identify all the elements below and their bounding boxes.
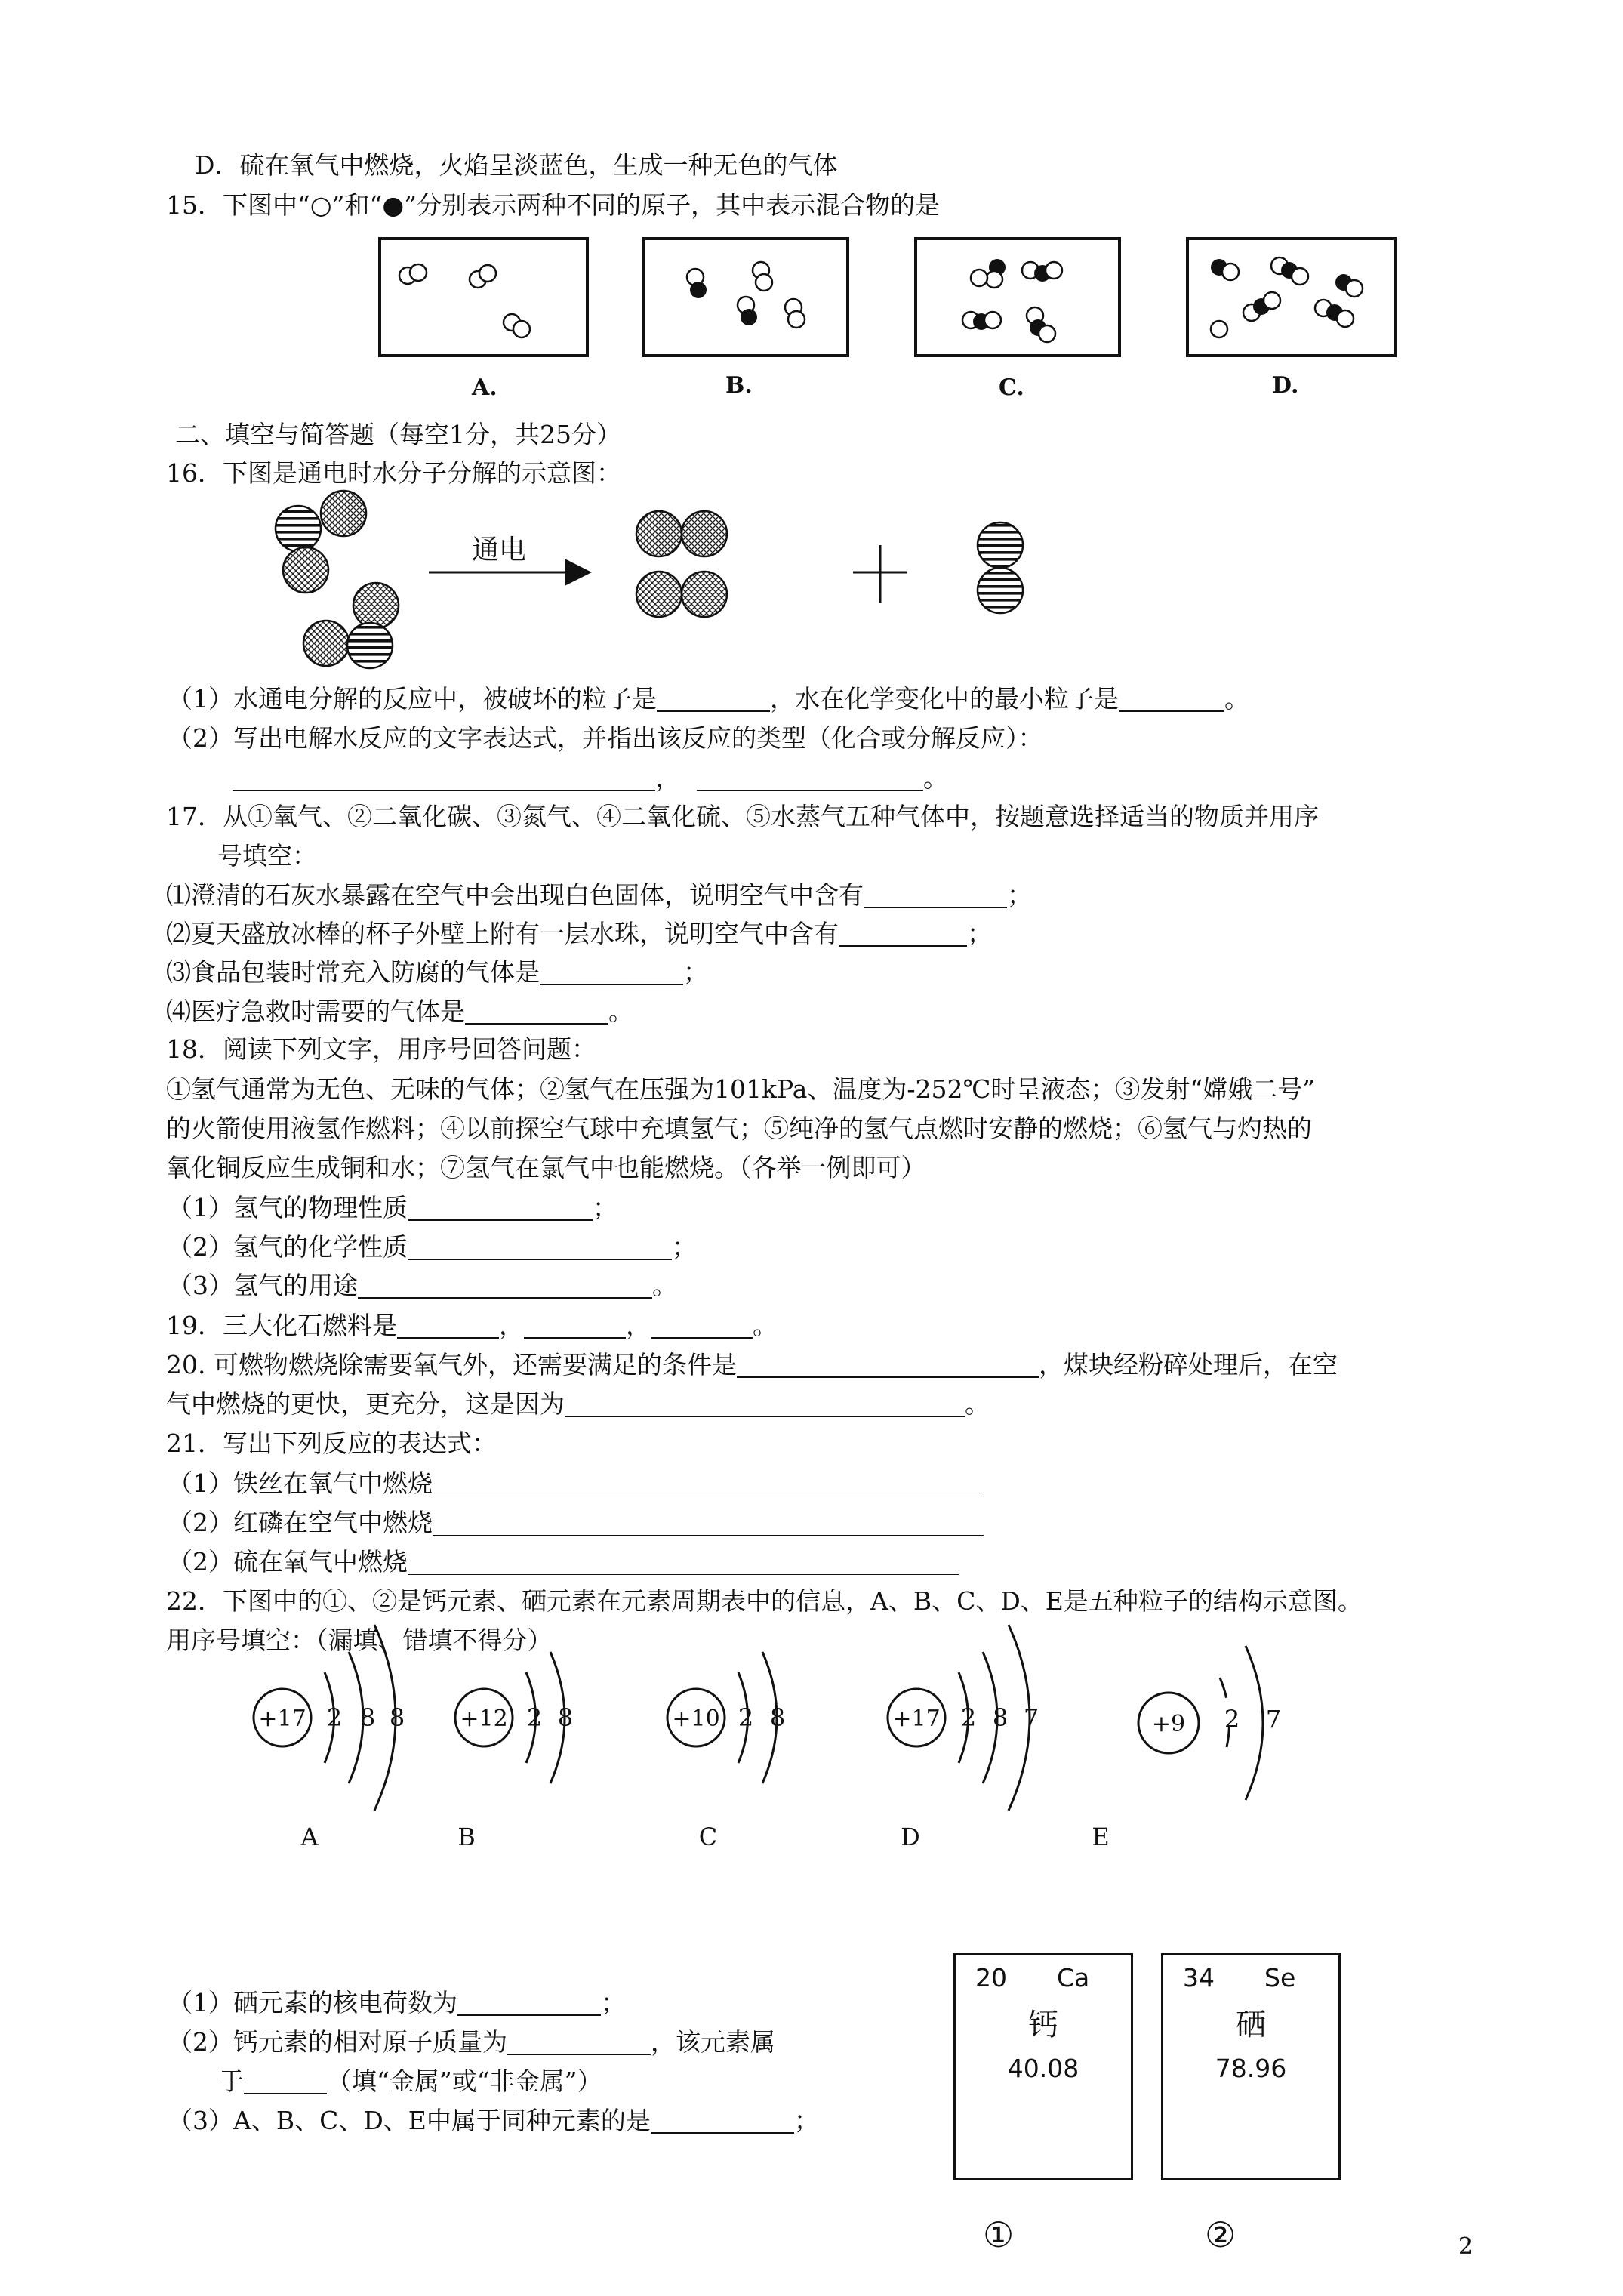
q22-blank-nuclear-charge[interactable] <box>457 1989 601 2016</box>
atom-a-label: A <box>300 1823 319 1851</box>
q22-blank-same-element[interactable] <box>651 2106 794 2134</box>
q16-blank-reaction-type[interactable] <box>697 764 923 791</box>
q20-blank-reason[interactable] <box>565 1390 965 1417</box>
atom-diagram-a <box>254 1625 405 1851</box>
q22-part2-line2 <box>219 2064 602 2099</box>
q17-item4-end: 。 <box>608 997 633 1026</box>
q22-part3 <box>168 2103 819 2138</box>
q22-blank-atomic-mass[interactable] <box>507 2028 651 2055</box>
q20-text-c: 气中燃烧的更快，更充分，这是因为 <box>166 1389 565 1419</box>
q16-part1-text-c: 。 <box>1224 684 1249 713</box>
q16-part1-text-a: （1）水通电分解的反应中，被破坏的粒子是 <box>168 684 657 713</box>
q16-blank-equation[interactable] <box>233 764 655 791</box>
q22-part2-text-b: ，该元素属 <box>651 2027 775 2057</box>
q16-part2-comma: ， <box>655 763 680 793</box>
q18-item3-text: （3）氢气的用途 <box>168 1271 358 1300</box>
q16-electrolysis-diagram <box>257 483 1049 680</box>
atom-d-label: D <box>901 1823 920 1851</box>
atom-b-label: B <box>457 1823 476 1851</box>
q17-blank-3[interactable] <box>540 958 683 985</box>
q21-stem: 21．写出下列反应的表达式： <box>166 1428 497 1458</box>
atom-diagram-c <box>667 1652 785 1851</box>
q21-item1 <box>168 1466 984 1501</box>
section2-title: 二、填空与简答题（每空1分，共25分） <box>175 420 621 449</box>
atom-e-nucleus: +9 <box>1151 1711 1186 1737</box>
q17-item3 <box>166 955 708 990</box>
q20-blank-condition[interactable] <box>737 1351 1039 1378</box>
q15-box-b <box>644 239 848 399</box>
q17-item1-semi: ； <box>1007 880 1032 910</box>
q17-stem-line2: 号填空： <box>217 841 317 871</box>
q19-text: 19．三大化石燃料是 <box>166 1311 397 1340</box>
q15-label-b: B. <box>725 372 753 399</box>
q17-item2-text: ⑵夏天盛放冰棒的杯子外壁上附有一层水珠，说明空气中含有 <box>166 919 839 948</box>
atom-a-shell3: 8 <box>389 1703 405 1732</box>
q22-part1-text: （1）硒元素的核电荷数为 <box>168 1988 457 2017</box>
q14-option-d: D．硫在氧气中燃烧，火焰呈淡蓝色，生成一种无色的气体 <box>195 150 838 180</box>
q16-blank-destroyed-particle[interactable] <box>657 685 770 712</box>
q16-part2: （2）写出电解水反应的文字表达式，并指出该反应的类型（化合或分解反应）： <box>168 723 1043 753</box>
q22-blank-metal-type[interactable] <box>244 2067 327 2094</box>
atom-e-shell2: 7 <box>1265 1705 1282 1734</box>
q15-molecule-diagrams <box>374 234 1468 415</box>
q17-blank-4[interactable] <box>465 997 608 1025</box>
selenium-mass: 78.96 <box>1215 2054 1287 2083</box>
q17-blank-1[interactable] <box>864 881 1007 908</box>
q19 <box>166 1308 778 1343</box>
q22-part1-semi: ； <box>601 1988 626 2017</box>
calcium-symbol: Ca <box>1057 1963 1090 1992</box>
atom-diagram-b <box>455 1652 573 1851</box>
q18-text-line2: 的火箭使用液氢作燃料；④以前探空气球中充填氢气；⑤纯净的氢气点燃时安静的燃烧；⑥氢气与灼热的 <box>166 1114 1312 1143</box>
atom-a-nucleus: +17 <box>258 1706 306 1732</box>
q18-blank-uses[interactable] <box>358 1271 652 1299</box>
q16-arrow-label: 通电 <box>472 535 527 566</box>
q18-stem: 18．阅读下列文字，用序号回答问题： <box>166 1034 596 1064</box>
q22-part3-semi: ； <box>793 2106 819 2135</box>
q18-item1 <box>168 1191 617 1225</box>
selenium-name: 硒 <box>1236 2008 1266 2042</box>
q18-text-line3: 氧化铜反应生成铜和水；⑦氢气在氯气中也能燃烧。（各举一例即可） <box>166 1153 926 1182</box>
atom-d-nucleus: +17 <box>892 1706 941 1732</box>
q21-blank-1[interactable] <box>433 1470 984 1496</box>
atom-c-label: C <box>698 1823 718 1851</box>
q18-blank-physical[interactable] <box>408 1194 593 1221</box>
q20-line2 <box>166 1387 990 1422</box>
q20-text-b: ，煤块经粉碎处理后，在空 <box>1038 1350 1338 1379</box>
q22-part2-text-d: （填“金属”或“非金属”） <box>327 2066 602 2096</box>
atom-c-shell1: 2 <box>738 1703 754 1732</box>
q18-item3 <box>168 1268 677 1303</box>
q17-item3-semi: ； <box>683 957 708 987</box>
q22-part3-text: （3）A、B、C、D、E中属于同种元素的是 <box>168 2106 651 2135</box>
q22-stem-line1: 22．下图中的①、②是钙元素、硒元素在元素周期表中的信息，A、B、C、D、E是五种粒子的结构示意图。 <box>166 1586 1363 1616</box>
q16-part1 <box>168 682 1249 717</box>
calcium-mass: 40.08 <box>1007 2054 1079 2083</box>
q22-atom-structure-diagrams <box>0 1608 1623 1895</box>
calcium-name: 钙 <box>1028 2008 1058 2042</box>
atom-d-shell3: 7 <box>1023 1703 1039 1732</box>
q16-part2-end: 。 <box>923 763 948 793</box>
selenium-symbol: Se <box>1264 1963 1296 1992</box>
atom-b-shell2: 8 <box>557 1703 574 1732</box>
atom-d-shell1: 2 <box>960 1703 977 1732</box>
calcium-atomic-number: 20 <box>975 1963 1007 1992</box>
q19-blank-1[interactable] <box>397 1311 499 1339</box>
q18-item3-end: 。 <box>652 1271 677 1300</box>
q22-part2-text-c: 于 <box>219 2066 244 2096</box>
q18-item1-text: （1）氢气的物理性质 <box>168 1193 408 1222</box>
q17-item4 <box>166 994 633 1029</box>
q19-comma-2: ， <box>626 1311 651 1340</box>
q19-end: 。 <box>753 1311 778 1340</box>
q21-blank-2[interactable] <box>433 1509 984 1536</box>
q15-stem: 15．下图中“○”和“●”分别表示两种不同的原子，其中表示混合物的是 <box>166 190 941 220</box>
q15-label-a: A. <box>472 374 497 401</box>
atom-a-shell1: 2 <box>326 1703 343 1732</box>
q22-stem-line2: 用序号填空：（漏填、错填不得分） <box>166 1626 553 1655</box>
selenium-atomic-number: 34 <box>1183 1963 1215 1992</box>
q20-end: 。 <box>965 1389 990 1419</box>
q17-item2-semi: ； <box>967 919 992 948</box>
atom-e-label: E <box>1092 1823 1110 1851</box>
q22-part1 <box>168 1986 626 2020</box>
q21-item3-text: （2）硫在氧气中燃烧 <box>168 1547 408 1576</box>
q21-item2 <box>168 1505 984 1540</box>
atom-e-shell1: 2 <box>1224 1705 1240 1734</box>
q17-item4-text: ⑷医疗急救时需要的气体是 <box>166 997 465 1026</box>
atom-diagram-e <box>1092 1646 1281 1851</box>
q16-blank-smallest-particle[interactable] <box>1119 685 1224 712</box>
q18-blank-chemical[interactable] <box>408 1233 672 1260</box>
q15-label-c: C. <box>999 374 1024 401</box>
q18-item1-semi: ； <box>593 1193 617 1222</box>
atom-diagram-d <box>888 1625 1039 1851</box>
q16-stem: 16．下图是通电时水分子分解的示意图： <box>166 458 621 488</box>
q17-item3-text: ⑶食品包装时常充入防腐的气体是 <box>166 957 540 987</box>
q18-item2 <box>168 1230 697 1265</box>
element-card-calcium <box>953 1953 1133 2180</box>
calcium-mark: ① <box>983 2214 1015 2255</box>
q15-box-a <box>380 239 587 401</box>
q19-comma-1: ， <box>499 1311 524 1340</box>
q18-item2-text: （2）氢气的化学性质 <box>168 1232 408 1262</box>
atom-a-shell2: 8 <box>359 1703 376 1732</box>
q21-item3 <box>168 1545 959 1579</box>
q21-blank-3[interactable] <box>408 1549 959 1575</box>
q17-item2 <box>166 917 992 951</box>
q16-part2-answers <box>233 761 948 796</box>
q17-item1-text: ⑴澄清的石灰水暴露在空气中会出现白色固体，说明空气中含有 <box>166 880 864 910</box>
q18-item2-semi: ； <box>672 1232 697 1262</box>
q21-item1-text: （1）铁丝在氧气中燃烧 <box>168 1469 433 1498</box>
atom-b-nucleus: +12 <box>460 1706 508 1732</box>
page-number: 2 <box>1458 2233 1474 2260</box>
selenium-mark: ② <box>1205 2214 1236 2255</box>
atom-b-shell1: 2 <box>526 1703 543 1732</box>
q19-blank-2[interactable] <box>524 1311 626 1339</box>
q22-part2-line1 <box>168 2025 775 2060</box>
q20-line1 <box>166 1348 1338 1382</box>
q22-part2-text-a: （2）钙元素的相对原子质量为 <box>168 2027 507 2057</box>
q18-text-line1: ①氢气通常为无色、无味的气体；②氢气在压强为101kPa、温度为-252℃时呈液态；③发射“嫦娥二号” <box>166 1074 1316 1104</box>
q21-item2-text: （2）红磷在空气中燃烧 <box>168 1508 433 1537</box>
atom-c-nucleus: +10 <box>672 1706 720 1732</box>
q19-blank-3[interactable] <box>651 1311 753 1339</box>
atom-c-shell2: 8 <box>769 1703 786 1732</box>
q15-box-d <box>1187 239 1395 399</box>
q16-part1-text-b: ，水在化学变化中的最小粒子是 <box>770 684 1119 713</box>
element-card-selenium <box>1161 1953 1341 2180</box>
q20-text-a: 20. 可燃物燃烧除需要氧气外，还需要满足的条件是 <box>166 1350 737 1379</box>
q17-stem-line1: 17．从①氧气、②二氧化碳、③氮气、④二氧化硫、⑤水蒸气五种气体中，按题意选择适当的物质并用序 <box>166 802 1319 831</box>
q15-box-c <box>916 239 1119 401</box>
q15-label-d: D. <box>1272 372 1299 399</box>
atom-d-shell2: 8 <box>992 1703 1009 1732</box>
q17-item1 <box>166 878 1032 913</box>
q17-blank-2[interactable] <box>839 920 967 947</box>
